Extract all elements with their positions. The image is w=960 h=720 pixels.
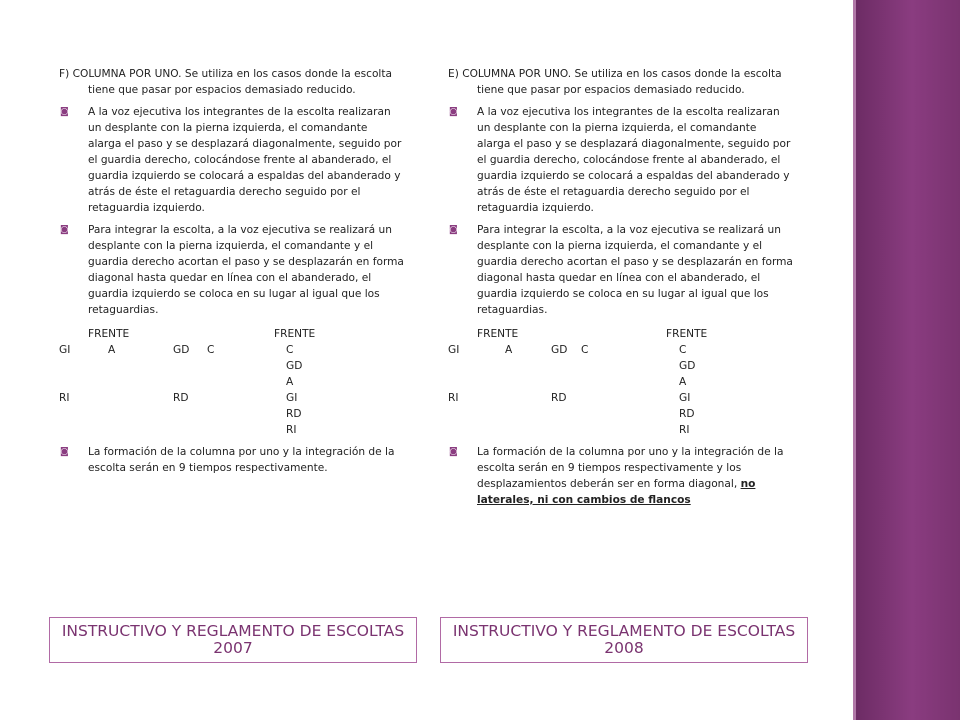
- target-bullet-icon: ◙: [449, 225, 458, 235]
- target-bullet-icon: ◙: [60, 225, 69, 235]
- position-ri: RI: [59, 392, 70, 404]
- right-formation-diagram: [448, 326, 793, 438]
- left-bullet-3: [59, 444, 404, 476]
- position-a: A: [505, 344, 513, 356]
- column-item: C: [679, 344, 687, 356]
- title-2007: INSTRUCTIVO Y REGLAMENTO DE ESCOLTAS 2007: [49, 617, 417, 663]
- frente-label: FRENTE: [274, 328, 316, 340]
- position-gd: GD: [551, 344, 568, 356]
- left-heading-text: Se utiliza en los casos donde la escolta tiene que pasar por espacios demasiado reducido.: [88, 68, 393, 96]
- column-item: A: [679, 376, 687, 388]
- right-bullet-2-text: Para integrar la escolta, a la voz ejecutiva se realizará un desplante con la pierna izquierda, el comandante y el guardia derecho acortan el paso y se desplazarán en forma diagonal hasta quedar en línea con el abanderado, el guardia izquierdo se coloca en su lugar al igual que los retaguardias.: [477, 224, 793, 316]
- right-heading-label: E) COLUMNA POR UNO.: [448, 68, 572, 80]
- position-rd: RD: [173, 392, 189, 404]
- right-bullet-3-emphasis: no laterales, ni con cambios de flancos: [477, 478, 756, 506]
- left-bullet-2-text: Para integrar la escolta, a la voz ejecutiva se realizará un desplante con la pierna izquierda, el comandante y el guardia derecho acortan el paso y se desplazarán en forma diagonal hasta quedar en línea con el abanderado, el guardia izquierdo se coloca en su lugar al igual que los retaguardias.: [88, 224, 404, 316]
- right-bullet-1-text: A la voz ejecutiva los integrantes de la escolta realizaran un desplante con la pierna izquierda, el comandante alarga el paso y se desplazará diagonalmente, seguido por el guardia derecho, colocándose frente al abanderado, el guardia izquierdo se colocará a espaldas del abanderado y atrás de éste el retaguardia derecho seguido por el retaguardia izquierdo.: [477, 106, 791, 214]
- target-bullet-icon: ◙: [449, 447, 458, 457]
- column-item: RI: [286, 424, 297, 436]
- column-item: C: [286, 344, 294, 356]
- position-a: A: [108, 344, 116, 356]
- position-gd: GD: [173, 344, 190, 356]
- left-bullet-2: [59, 222, 404, 318]
- right-heading: [448, 66, 793, 98]
- left-bullet-1-text: A la voz ejecutiva los integrantes de la escolta realizaran un desplante con la pierna izquierda, el comandante alarga el paso y se desplazará diagonalmente, seguido por el guardia derecho, colocándose frente al abanderado, el guardia izquierdo se colocará a espaldas del abanderado y atrás de éste el retaguardia derecho seguido por el retaguardia izquierdo.: [88, 106, 402, 214]
- left-heading: [59, 66, 404, 98]
- decorative-sidebar: [853, 0, 960, 720]
- position-gi: GI: [448, 344, 460, 356]
- title-2008: INSTRUCTIVO Y REGLAMENTO DE ESCOLTAS 2008: [440, 617, 808, 663]
- column-item: GD: [286, 360, 303, 372]
- frente-label: FRENTE: [88, 328, 130, 340]
- position-gi: GI: [59, 344, 71, 356]
- right-bullet-3-text: La formación de la columna por uno y la integración de la escolta serán en 9 tiempos respectivamente y los desplazamientos deberán ser en forma diagonal,: [477, 446, 784, 490]
- column-item: GI: [286, 392, 298, 404]
- frente-label: FRENTE: [666, 328, 708, 340]
- column-item: RI: [679, 424, 690, 436]
- column-item: GI: [679, 392, 691, 404]
- left-bullet-3-text: La formación de la columna por uno y la integración de la escolta serán en 9 tiempos respectivamente.: [88, 446, 395, 474]
- target-bullet-icon: ◙: [60, 107, 69, 117]
- left-column: [59, 66, 404, 482]
- column-item: RD: [679, 408, 695, 420]
- right-bullet-3: [448, 444, 793, 508]
- column-item: GD: [679, 360, 696, 372]
- target-bullet-icon: ◙: [60, 447, 69, 457]
- right-heading-text: Se utiliza en los casos donde la escolta tiene que pasar por espacios demasiado reducido.: [477, 68, 782, 96]
- left-heading-label: F) COLUMNA POR UNO.: [59, 68, 182, 80]
- position-c: C: [581, 344, 589, 356]
- left-bullet-1: [59, 104, 404, 216]
- right-bullet-2: [448, 222, 793, 318]
- right-column: [448, 66, 793, 514]
- column-item: RD: [286, 408, 302, 420]
- position-rd: RD: [551, 392, 567, 404]
- left-formation-diagram: [59, 326, 404, 438]
- right-bullet-1: [448, 104, 793, 216]
- frente-label: FRENTE: [477, 328, 519, 340]
- column-item: A: [286, 376, 294, 388]
- position-c: C: [207, 344, 215, 356]
- position-ri: RI: [448, 392, 459, 404]
- sidebar-edge: [853, 0, 856, 720]
- target-bullet-icon: ◙: [449, 107, 458, 117]
